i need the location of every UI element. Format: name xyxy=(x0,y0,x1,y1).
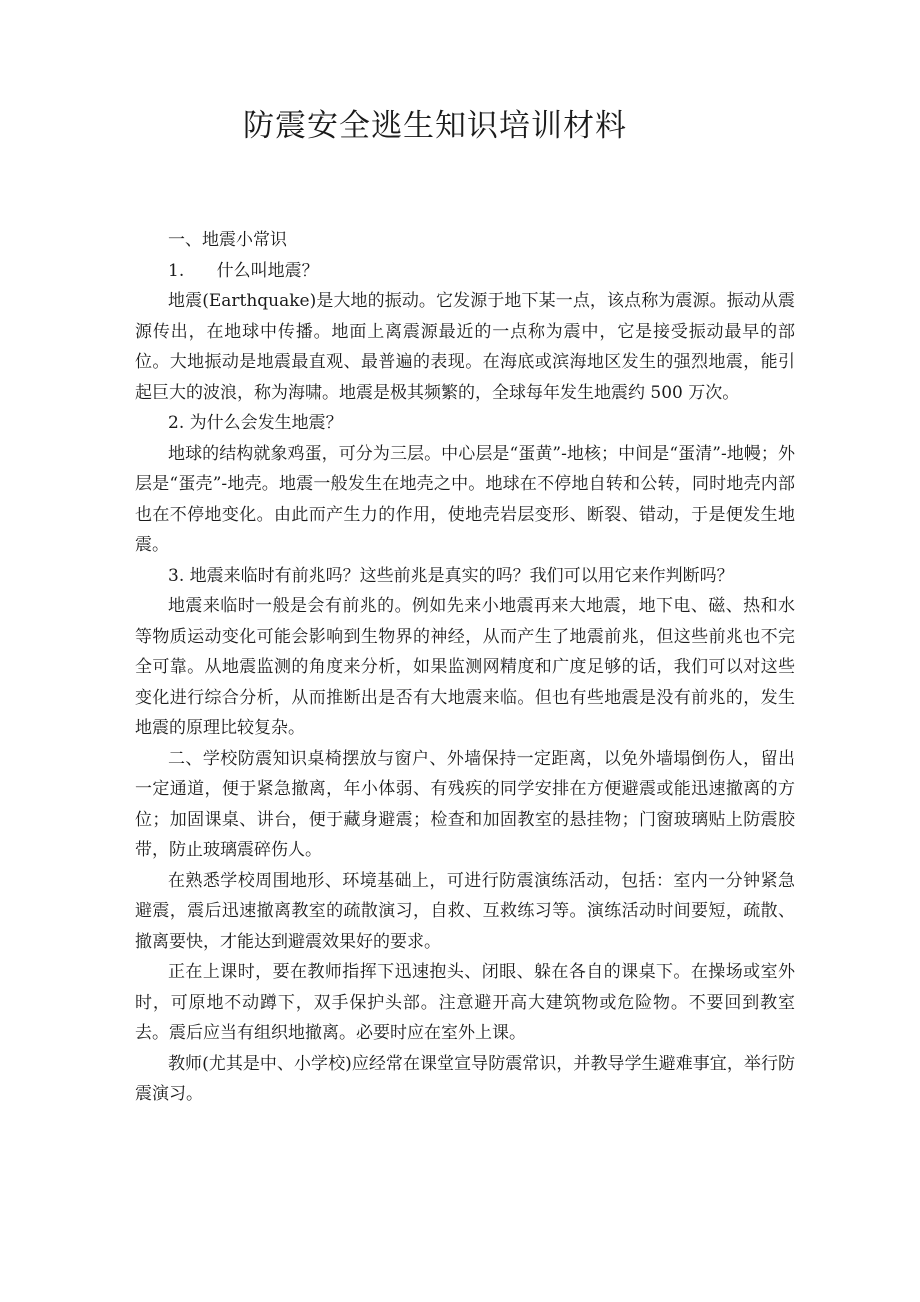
body-paragraph: 地震(Earthquake)是大地的振动。它发源于地下某一点，该点称为震源。振动从震源传出，在地球中传播。地面上离震源最近的一点称为震中，它是接受振动最早的部位。大地振动是地震最直观、最普遍的表现。在海底或滨海地区发生的强烈地震，能引起巨大的波浪，称为海啸。地震是极其频繁的，全球每年发生地震约 500 万次。 xyxy=(135,291,795,403)
section-paragraph: 二、学校防震知识桌椅摆放与窗户、外墙保持一定距离，以免外墙塌倒伤人，留出一定通道，便于紧急撤离，年小体弱、有残疾的同学安排在方便避震或能迅速撤离的方位；加固课桌、讲台，便于藏身避震；检查和加固教室的悬挂物；门窗玻璃贴上防震胶带，防止玻璃震碎伤人。 xyxy=(135,748,795,860)
document-body xyxy=(135,225,795,1110)
question-heading: 3. 地震来临时有前兆吗？这些前兆是真实的吗？我们可以用它来作判断吗？ xyxy=(168,565,734,586)
body-paragraph: 地震来临时一般是会有前兆的。例如先来小地震再来大地震，地下电、磁、热和水等物质运动变化可能会影响到生物界的神经，从而产生了地震前兆，但这些前兆也不完全可靠。从地震监测的角度来分析，如果监测网精度和广度足够的话，我们可以对这些变化进行综合分析，从而推断出是否有大地震来临。但也有些地震是没有前兆的，发生地震的原理比较复杂。 xyxy=(135,596,795,738)
section-heading: 一、地震小常识 xyxy=(168,230,287,250)
body-paragraph: 教师(尤其是中、小学校)应经常在课堂宣导防震常识，并教导学生避难事宜，举行防震演习。 xyxy=(135,1053,795,1104)
body-paragraph: 在熟悉学校周围地形、环境基础上，可进行防震演练活动，包括：室内一分钟紧急避震，震后迅速撤离教室的疏散演习，自救、互救练习等。演练活动时间要短，疏散、撤离要快，才能达到避震效果好的要求。 xyxy=(135,870,795,952)
question-heading: 1. 什么叫地震？ xyxy=(168,260,319,281)
document-title: 防震安全逃生知识培训材料 xyxy=(243,108,627,144)
body-paragraph: 正在上课时，要在教师指挥下迅速抱头、闭眼、躲在各自的课桌下。在操场或室外时，可原地不动蹲下，双手保护头部。注意避开高大建筑物或危险物。不要回到教室去。震后应当有组织地撤离。必要时应在室外上课。 xyxy=(135,962,795,1043)
question-heading: 2. 为什么会发生地震？ xyxy=(168,413,343,433)
body-paragraph: 地球的结构就象鸡蛋，可分为三层。中心层是“蛋黄”-地核；中间是“蛋清”-地幔；外层是“蛋壳”-地壳。地震一般发生在地壳之中。地球在不停地自转和公转，同时地壳内部也在不停地变化。由此而产生力的作用，使地壳岩层变形、断裂、错动，于是便发生地震。 xyxy=(135,443,795,555)
